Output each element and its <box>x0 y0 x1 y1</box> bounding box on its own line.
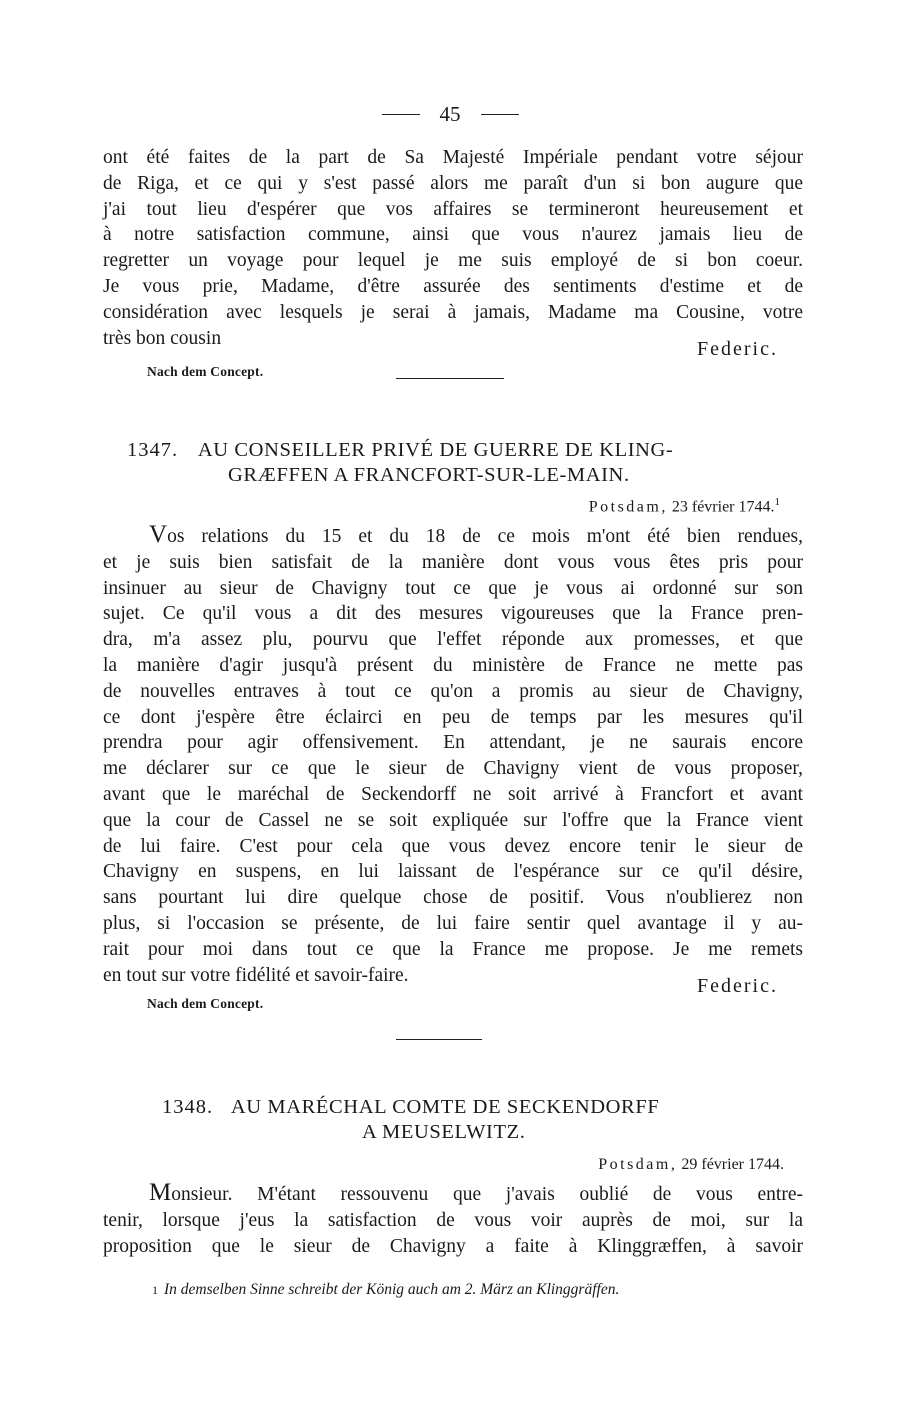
text-line: sujet. Ce qu'il vous a dit des mesures vigoureuses que la France pren- <box>103 603 803 625</box>
text-line: regretter un voyage pour lequel je me suis employé de si bon coeur. <box>103 250 803 272</box>
heading-line-1: AU MARÉCHAL COMTE DE SECKENDORFF <box>230 1096 660 1118</box>
text-line: avant que le maréchal de Seckendorff ne soit arrivé à Francfort et avant <box>103 783 803 805</box>
text-line: à notre satisfaction commune, ainsi que vous n'aurez jamais lieu de <box>103 224 803 246</box>
text-line: insinuer au sieur de Chavigny tout ce que je vous ai ordonné sur son <box>103 577 803 599</box>
footnote-ref: 1 <box>774 496 780 508</box>
text-line: prendra pour agir offensivement. En attendant, je ne saurais encore <box>103 732 803 754</box>
text-line: j'ai tout lieu d'espérer que vos affaires se termineront heureusement et <box>103 198 803 220</box>
footnote-mark: 1 <box>152 1283 158 1297</box>
text-line: en tout sur votre fidélité et savoir-faire. <box>103 964 409 986</box>
letter-1347-body <box>103 522 803 988</box>
text-line: tenir, lorsque j'eus la satisfaction de vous voir auprès de moi, sur la <box>103 1209 803 1231</box>
text-line: rait pour moi dans tout ce que la France me propose. Je me remets <box>103 938 803 960</box>
text-line: considération avec lesquels je serai à jamais, Madame ma Cousine, votre <box>103 301 803 323</box>
heading-line-2: GRÆFFEN A FRANCFORT-SUR-LE-MAIN. <box>228 464 630 486</box>
source-note: Nach dem Concept. <box>147 996 264 1011</box>
header-dash-left <box>382 114 420 115</box>
source-note: Nach dem Concept. <box>147 364 264 379</box>
heading-line-2: A MEUSELWITZ. <box>362 1121 526 1143</box>
section-rule <box>396 1039 482 1040</box>
text-line: de lui faire. C'est pour cela que vous devez encore tenir le sieur de <box>103 835 803 857</box>
date-text: 29 février 1744. <box>681 1156 784 1173</box>
text-line: dra, m'a assez plu, pourvu que l'effet réponde aux promesses, et que <box>103 629 803 651</box>
text-line-first: Vos relations du 15 et du 18 de ce mois m'ont été bien rendues, <box>149 521 803 548</box>
section-rule <box>396 378 504 379</box>
letter-1348-heading <box>162 1094 659 1120</box>
date-text: 23 février 1744. <box>671 498 775 516</box>
text-line: et je suis bien satisfait de la manière dont vous vous êtes pris pour <box>103 551 803 573</box>
text-line: ont été faites de la part de Sa Majesté Impériale pendant votre séjour <box>103 147 803 168</box>
text-line: proposition que le sieur de Chavigny a faite à Klinggræffen, à savoir <box>103 1235 803 1257</box>
date-place: Potsdam, <box>598 1156 678 1173</box>
letter-1347-heading <box>127 437 673 463</box>
page-header <box>0 102 900 127</box>
text-line-first: Monsieur. M'étant ressouvenu que j'avais oublié de vous entre- <box>149 1179 803 1206</box>
text-line: de nouvelles entraves à tout ce qu'on a promis au sieur de Chavigny, <box>103 680 803 702</box>
text-line: sans pourtant lui dire quelque chose de positif. Vous n'oublierez non <box>103 887 803 909</box>
drop-initial: M <box>149 1179 172 1206</box>
letter-1348-dateline <box>598 1156 784 1174</box>
footnote-text: In demselben Sinne schreibt der König auch am 2. März an Klinggräffen. <box>164 1281 620 1298</box>
signature-federic: Federic. <box>697 338 778 360</box>
letter-1348-body <box>103 1180 803 1259</box>
drop-initial: V <box>149 521 168 548</box>
text-line: la manière d'agir jusqu'à présent du ministère de France ne mette pas <box>103 654 803 676</box>
text-line: de Riga, et ce qui y s'est passé alors me paraît d'un si bon augure que <box>103 172 803 194</box>
page-number: 45 <box>439 102 461 126</box>
letter-1347-dateline <box>589 496 780 516</box>
text-line: ce dont j'espère être éclairci en peu de temps par les mesures qu'il <box>103 706 803 728</box>
text-line: Je vous prie, Madame, d'être assurée des sentiments d'estime et de <box>103 275 803 297</box>
letter-number: 1348. <box>162 1096 214 1118</box>
previous-letter-body <box>103 145 803 351</box>
text-line: très bon cousin <box>103 327 222 349</box>
text-line: que la cour de Cassel ne se soit expliquée sur l'offre que la France vient <box>103 809 803 831</box>
header-dash-right <box>481 114 519 115</box>
text-line: plus, si l'occasion se présente, de lui faire sentir quel avantage il y au- <box>103 912 803 934</box>
signature-federic: Federic. <box>697 975 778 997</box>
text-line: me déclarer sur ce que le sieur de Chavigny vient de vous proposer, <box>103 758 803 780</box>
heading-line-1: AU CONSEILLER PRIVÉ DE GUERRE DE KLING- <box>197 439 674 461</box>
footnote <box>152 1281 619 1299</box>
letter-number: 1347. <box>127 439 179 461</box>
date-place: Potsdam, <box>588 498 668 516</box>
text-line: Chavigny en suspens, en lui laissant de l'espérance sur ce qu'il désire, <box>103 861 803 883</box>
